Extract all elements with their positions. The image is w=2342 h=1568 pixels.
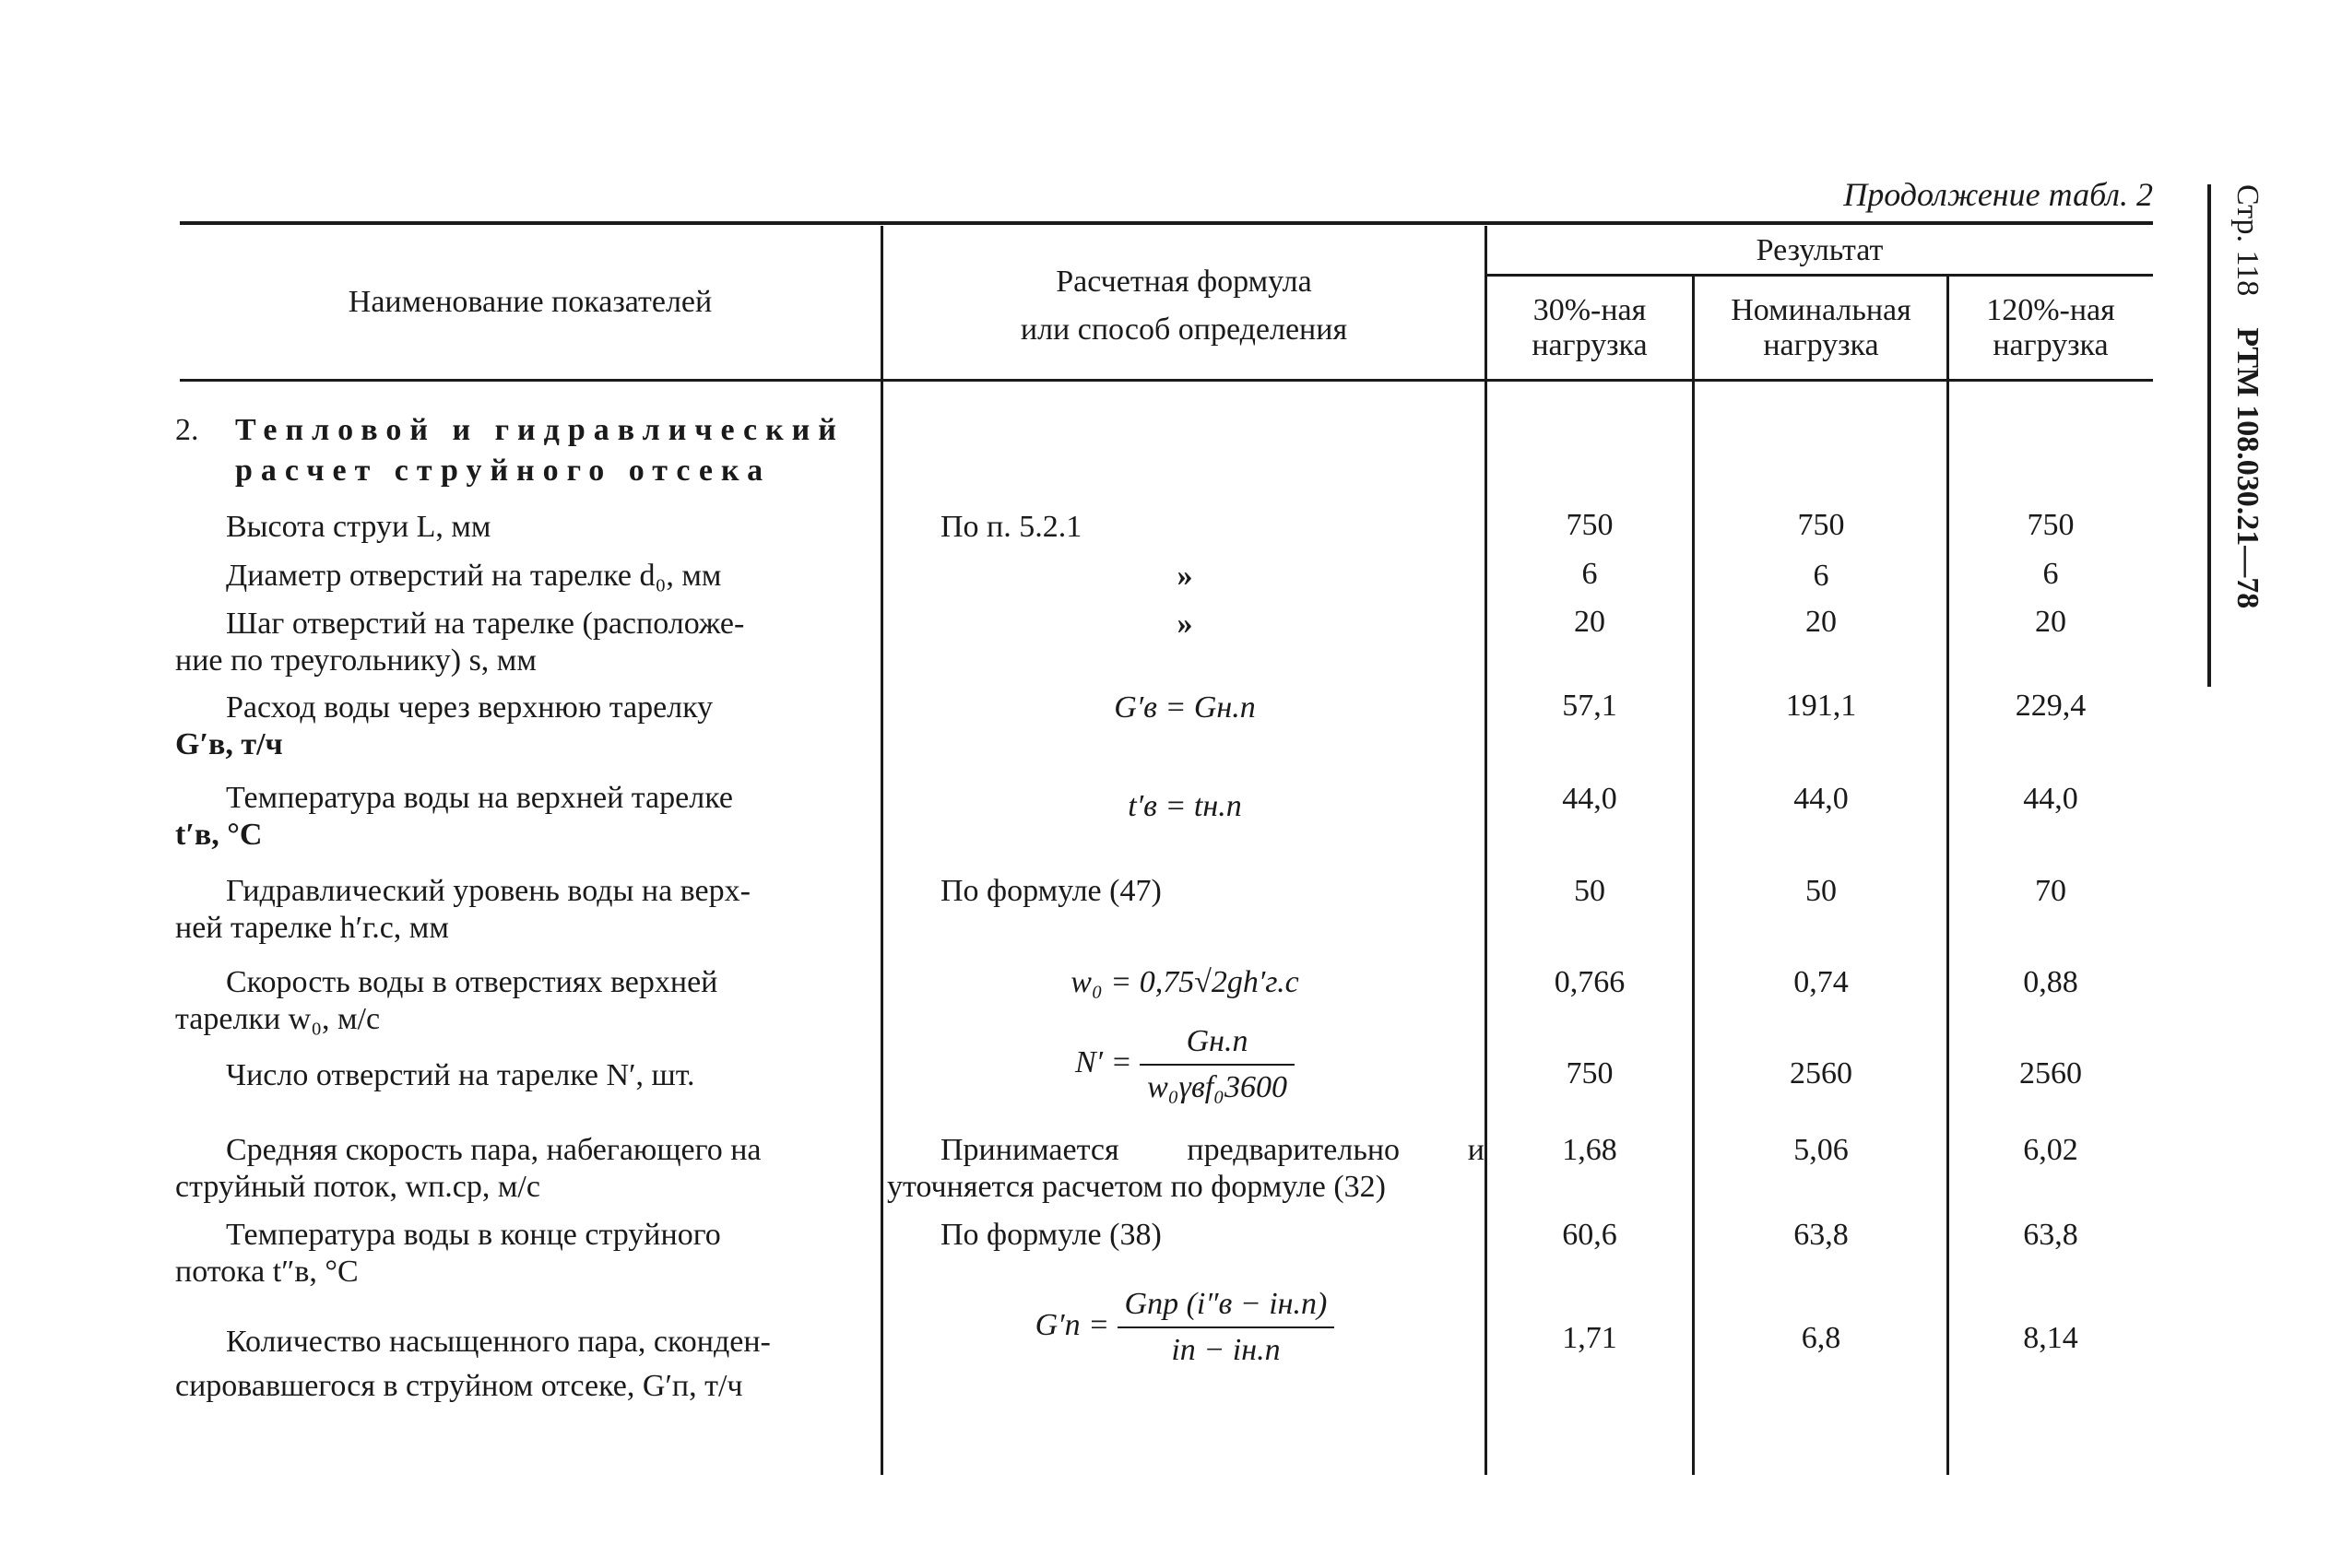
formula-lhs: G′п = [1035,1307,1110,1342]
formula-numerator: Gпр (i″в − iн.п) [1118,1286,1335,1328]
formula-numerator: Gн.п [1140,1023,1295,1066]
row-name-line1: Количество насыщенного пара, сконден- [226,1325,771,1359]
row-name-line2: струйный поток, wп.ср, м/с [175,1170,540,1204]
row-value-30: 57,1 [1562,689,1617,723]
section-title-line2: расчет струйного отсека [235,454,772,488]
row-name-line2: ней тарелке h′г.с, мм [175,911,449,945]
row-value-120: 6,02 [2023,1133,2078,1167]
row-value-120: 20 [2035,605,2066,639]
row-name-line1: Расход воды через верхнюю тарелку [226,690,714,725]
row-name-line2: тарелки w₀, м/с [175,1002,381,1036]
row-name [175,509,862,546]
formula-denominator: iп − iн.п [1171,1333,1281,1367]
row-name [175,690,862,763]
side-page-label: Стр. 118 [2230,184,2265,297]
row-name-line1: Скорость воды в отверстиях верхней [226,965,718,999]
row-formula [890,1023,1480,1106]
header-col3-line1: 120%-ная [1986,293,2115,327]
row-value-nom: 6,8 [1801,1321,1841,1355]
row-formula-line2: уточняется расчетом по формуле (32) [887,1170,1386,1204]
row-name [175,606,862,679]
row-value-30: 750 [1566,1056,1614,1091]
row-value-nom: 750 [1797,508,1845,542]
row-value-nom: 20 [1805,605,1837,639]
row-name-text: Высота струи L, мм [226,510,491,544]
row-formula: По п. 5.2.1 [940,510,1082,544]
header-bottom-rule [180,379,2153,382]
header-col3 [1949,293,2152,363]
row-name-text: Диаметр отверстий на тарелке d₀, мм [226,559,722,593]
row-formula: По формуле (47) [940,874,1162,908]
row-name [175,1132,862,1206]
row-name-text: Число отверстий на тарелке N′, шт. [226,1058,695,1092]
row-name-line2: сировавшегося в струйном отсеке, G′п, т/ч [175,1369,743,1403]
side-doc-label: РТМ 108.030.21—78 [2230,327,2265,609]
formula-fraction [1118,1286,1335,1369]
row-value-30: 1,71 [1562,1321,1617,1355]
header-formula-line1: Расчетная формула [1056,265,1312,299]
row-formula: G′в = Gн.п [1114,690,1256,725]
row-formula: » [1177,559,1193,593]
side-rule [2207,184,2211,687]
row-name-line2: t′в, °C [175,818,263,852]
row-formula-line1: Принимается предварительно и [940,1133,1484,1167]
row-value-nom: 0,74 [1793,965,1849,999]
header-name-text: Наименование показателей [348,285,713,319]
row-value-30: 60,6 [1562,1218,1617,1252]
row-name-line2: потока t″в, °C [175,1255,359,1289]
row-value-nom: 50 [1805,874,1837,908]
section-number: 2. [175,413,199,447]
row-formula: » [1177,607,1193,641]
row-formula: t′в = tн.п [1128,789,1242,823]
row-value-120: 70 [2035,874,2066,908]
row-name [175,964,862,1038]
row-name [175,780,862,854]
header-col2-line1: Номинальная [1731,293,1911,327]
table-caption: Продолжение табл. 2 [1843,176,2153,213]
row-name-line1: Температура воды в конце струйного [226,1218,721,1252]
row-value-30: 20 [1574,605,1605,639]
row-name-line1: Шаг отверстий на тарелке (расположе- [226,607,745,641]
row-name-line1: Температура воды на верхней тарелке [226,781,733,815]
row-value-120: 8,14 [2023,1321,2078,1355]
row-name-line2: ние по треугольнику) s, мм [175,643,537,678]
formula-denominator: w₀γвf₀3600 [1147,1070,1287,1104]
row-value-nom: 5,06 [1793,1133,1849,1167]
section-title [175,410,876,491]
section-title-line1: Тепловой и гидравлический [235,413,845,447]
row-value-120: 750 [2027,508,2075,542]
row-name [175,1057,862,1094]
row-value-30: 50 [1574,874,1605,908]
row-name [175,1217,862,1291]
header-col2 [1695,293,1947,363]
row-value-120: 44,0 [2023,782,2078,816]
header-col3-line2: нагрузка [1993,328,2109,362]
row-value-nom: 6 [1813,559,1829,593]
header-formula-line2: или способ определения [1020,312,1348,347]
row-value-120: 2560 [2019,1056,2082,1091]
row-value-30: 6 [1581,557,1598,591]
row-value-120: 0,88 [2023,965,2078,999]
row-value-30: 750 [1566,508,1614,542]
row-name [175,558,862,595]
header-col2-line2: нагрузка [1763,328,1879,362]
row-value-nom: 63,8 [1793,1218,1849,1252]
formula-lhs: N′ = [1075,1044,1132,1079]
header-name [180,282,881,323]
row-formula: По формуле (38) [940,1218,1162,1252]
header-formula [883,258,1484,354]
row-value-nom: 44,0 [1793,782,1849,816]
col-divider-formula [1484,226,1487,1475]
row-value-30: 1,68 [1562,1133,1617,1167]
row-name [175,1320,862,1409]
header-col1 [1486,293,1693,363]
row-formula [890,1286,1480,1369]
row-name-line1: Гидравлический уровень воды на верх- [226,874,751,908]
row-name-line2: G′в, т/ч [175,727,283,761]
row-value-nom: 2560 [1790,1056,1852,1091]
row-formula: w₀ = 0,75√2gh′г.с [1070,965,1299,999]
row-value-30: 44,0 [1562,782,1617,816]
side-label [2230,184,2265,608]
row-value-30: 0,766 [1554,965,1626,999]
col-divider-name [881,226,883,1475]
header-col1-line2: нагрузка [1532,328,1648,362]
row-value-120: 6 [2042,557,2059,591]
header-result-text: Результат [1756,233,1884,267]
row-formula [887,1132,1484,1206]
row-name [175,873,862,947]
row-value-120: 229,4 [2015,689,2087,723]
row-value-nom: 191,1 [1785,689,1857,723]
header-result [1486,230,2153,271]
header-col1-line1: 30%-ная [1532,293,1647,327]
result-rule [1486,274,2153,277]
table-top-rule [180,221,2153,225]
row-name-line1: Средняя скорость пара, набегающего на [226,1133,762,1167]
row-value-120: 63,8 [2023,1218,2078,1252]
formula-fraction [1140,1023,1295,1106]
